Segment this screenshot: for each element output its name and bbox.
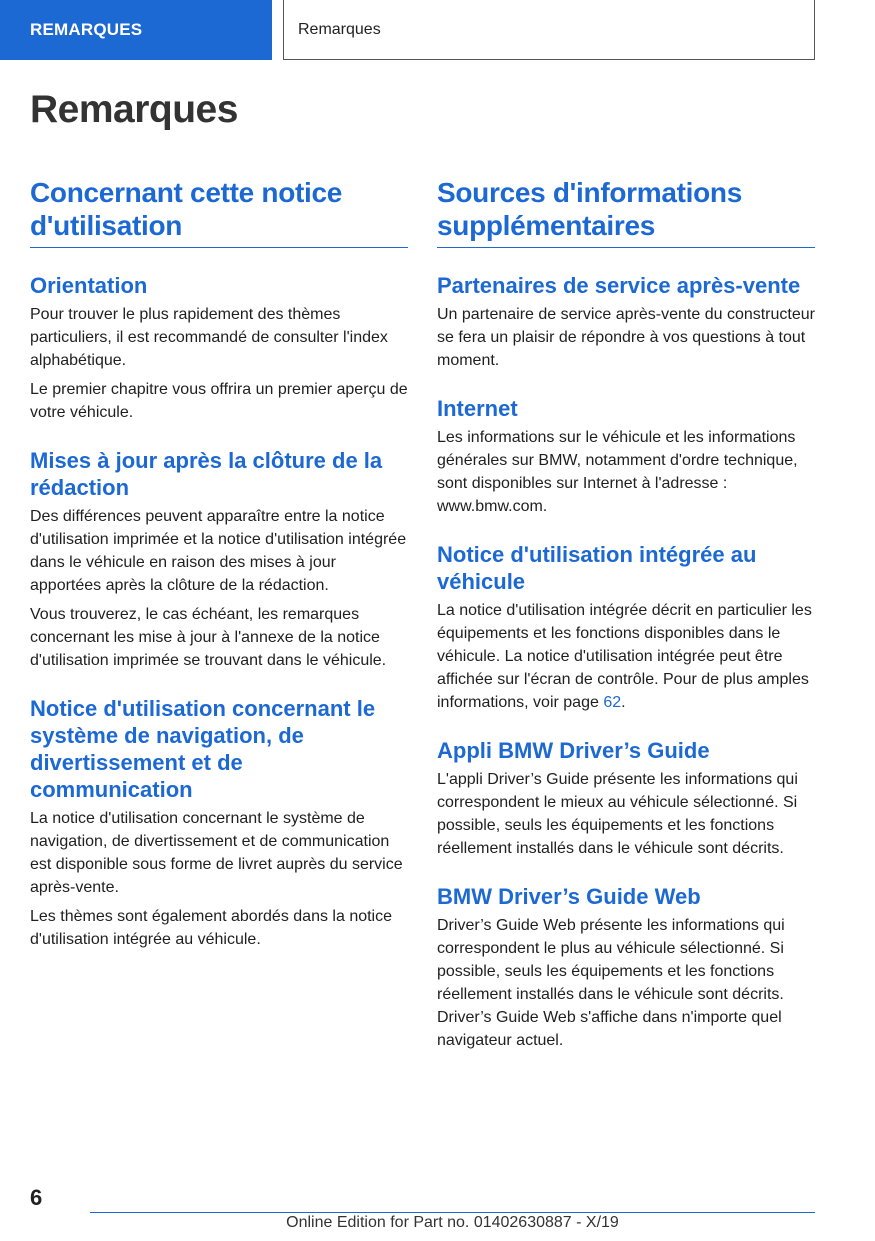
chapter-title: Sources d'informations supplémentaires <box>437 176 815 248</box>
chapter-title: Concernant cette notice d'utilisation <box>30 176 408 248</box>
paragraph: La notice d'utilisation concernant le système de navigation, de divertissement et de communication est disponible sous forme de livret auprès du service après-vente. <box>30 810 403 896</box>
section-drivers-guide-app <box>437 737 815 860</box>
paragraph: Un partenaire de service après-vente du constructeur se fera un plaisir de répondre à vos questions à tout moment. <box>437 306 815 369</box>
paragraph-end: . <box>621 694 626 711</box>
section-heading: Internet <box>437 396 518 421</box>
page-number: 6 <box>30 1185 43 1210</box>
paragraph: Les informations sur le véhicule et les informations générales sur BMW, notamment d'ordre technique, sont disponibles sur Internet à l'adresse : www.bmw.com. <box>437 429 798 515</box>
paragraph: Le premier chapitre vous offrira un premier aperçu de votre véhicule. <box>30 381 408 421</box>
section-heading: Orientation <box>30 273 148 298</box>
paragraph: L'appli Driver’s Guide présente les informations qui correspondent le mieux au véhicule sélectionné. Si possible, seuls les équipements et les fonctions réellement installés dans le véhicule sont décrits. <box>437 771 798 857</box>
section-heading: Partenaires de service après-vente <box>437 273 801 298</box>
footer-divider <box>90 1212 815 1213</box>
section-orientation <box>30 272 408 424</box>
section-integrated-manual <box>437 541 815 714</box>
right-column <box>437 176 815 1058</box>
paragraph-text: La notice d'utilisation intégrée décrit en particulier les équipements et les fonctions disponibles dans le véhicule. La notice d'utilisation intégrée peut être affichée sur l'écran de contrôle. Pour de plus amples informations, voir page <box>437 602 812 711</box>
paragraph: Vous trouverez, le cas échéant, les remarques concernant les mise à jour à l'annexe de la notice d'utilisation imprimée se trouvant dans le véhicule. <box>30 606 387 669</box>
section-heading: Notice d'utilisation intégrée au véhicule <box>437 542 757 594</box>
paragraph <box>437 599 815 714</box>
paragraph: Les thèmes sont également abordés dans la notice d'utilisation intégrée au véhicule. <box>30 908 393 948</box>
page-title: Remarques <box>30 88 238 131</box>
running-title: Remarques <box>283 0 815 60</box>
section-service-partners <box>437 272 815 372</box>
section-tab: REMARQUES <box>0 0 272 60</box>
edition-footer: Online Edition for Part no. 01402630887 - X/19 <box>286 1214 619 1231</box>
section-heading: Appli BMW Driver’s Guide <box>437 738 710 763</box>
section-heading: Mises à jour après la clôture de la rédaction <box>30 448 383 500</box>
paragraph: Pour trouver le plus rapidement des thèmes particuliers, il est recommandé de consulter l'index alphabétique. <box>30 306 388 369</box>
section-drivers-guide-web <box>437 883 815 1052</box>
section-navigation-manual <box>30 695 408 951</box>
section-internet <box>437 395 815 518</box>
left-column <box>30 176 408 957</box>
page-reference-link[interactable]: 62 <box>603 694 622 711</box>
paragraph: Des différences peuvent apparaître entre la notice d'utilisation imprimée et la notice d'utilisation intégrée dans le véhicule en raison des mises à jour apportées après la clôture de la rédaction. <box>30 508 407 594</box>
section-heading: BMW Driver’s Guide Web <box>437 884 701 909</box>
section-heading: Notice d'utilisation concernant le système de navigation, de divertissement et de communication <box>30 696 376 802</box>
section-updates <box>30 447 408 672</box>
paragraph: Driver’s Guide Web présente les informations qui correspondent le plus au véhicule sélectionné. Si possible, seuls les équipements et les fonctions réellement installés dans le véhicule sont décrits. Driver’s Guide Web s'affiche dans n'importe quel navigateur actuel. <box>437 917 785 1049</box>
